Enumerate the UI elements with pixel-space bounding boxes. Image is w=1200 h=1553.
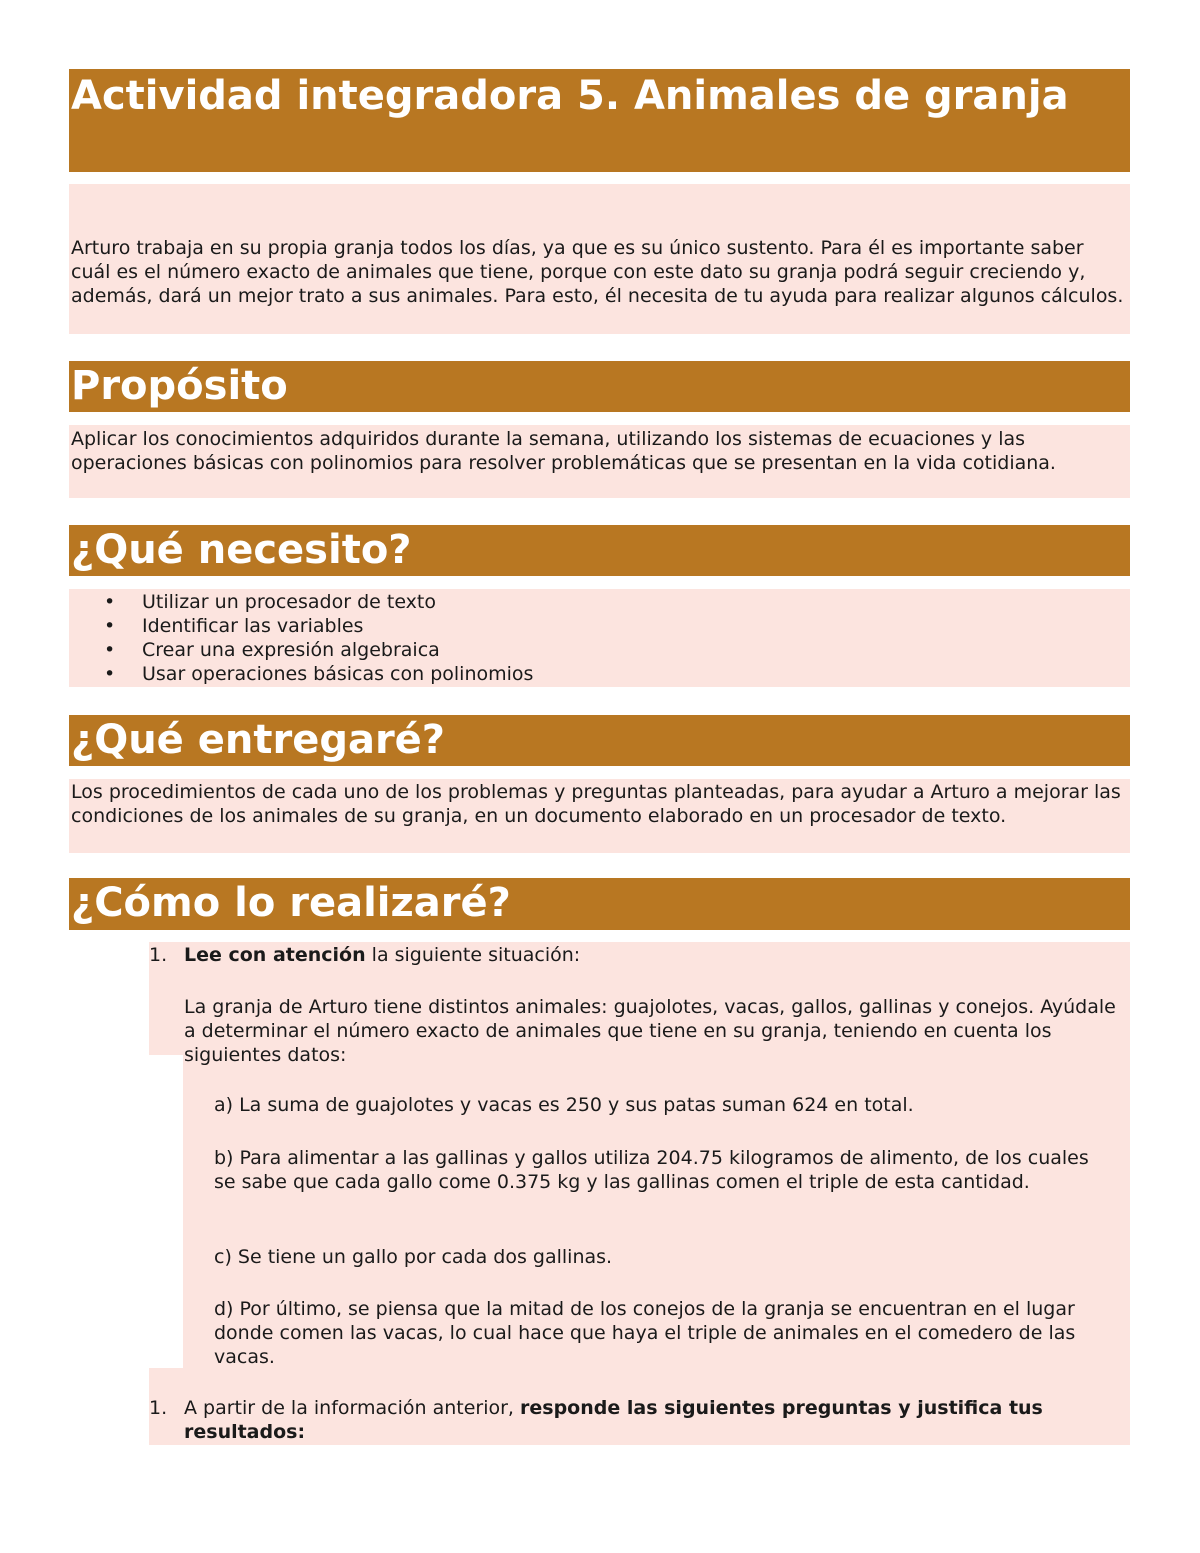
data-d: d) Por último, se piensa que la mitad de los conejos de la granja se encuentran en el lugar donde comen las vacas, lo cual hace que haya el triple de animales en el comedero de las vacas.: [214, 1298, 1076, 1368]
proposito-heading: [69, 361, 1130, 412]
step-number: 1.: [149, 1397, 168, 1419]
situation-paragraph: La granja de Arturo tiene distintos animales: guajolotes, vacas, gallos, gallinas y conejos. Ayúdale a determinar el número exacto de animales que tiene en su granja, teniendo en cuenta los siguientes datos:: [184, 996, 1116, 1066]
step-number: 1.: [149, 944, 168, 966]
entregare-heading-text: ¿Qué entregaré?: [71, 717, 446, 763]
step-1-bold: Lee con atención: [184, 944, 366, 966]
step-2-bold: responde las siguientes preguntas y justifica tus resultados:: [184, 1397, 1043, 1443]
realizare-heading-text: ¿Cómo lo realizaré?: [71, 880, 511, 926]
intro-box: [69, 184, 1130, 334]
data-b: b) Para alimentar a las gallinas y gallos utiliza 204.75 kilogramos de alimento, de los cuales se sabe que cada gallo come 0.375 kg y las gallinas comen el triple de esta cantidad.: [214, 1147, 1089, 1193]
necesito-heading-text: ¿Qué necesito?: [71, 527, 412, 573]
entregare-box: [69, 779, 1130, 853]
title-text: Actividad integradora 5. Animales de granja: [71, 73, 1069, 119]
proposito-heading-text: Propósito: [71, 363, 288, 409]
list-item: • Utilizar un procesador de texto: [71, 590, 1128, 614]
list-item: • Crear una expresión algebraica: [71, 638, 1128, 662]
necesito-box: [69, 589, 1130, 687]
document-title: [69, 69, 1130, 172]
list-item: • Usar operaciones básicas con polinomios: [71, 662, 1128, 686]
proposito-box: [69, 425, 1130, 498]
step-1: [149, 943, 1130, 967]
entregare-paragraph: Los procedimientos de cada uno de los problemas y preguntas planteadas, para ayudar a Arturo a mejorar las condiciones de los animales de su granja, en un documento elaborado en un procesador de texto.: [71, 781, 1121, 827]
realizare-steps: [69, 942, 1130, 1445]
step-2-text: A partir de la información anterior,: [184, 1397, 521, 1419]
realizare-heading: [69, 878, 1130, 930]
step-2: [149, 1396, 1130, 1444]
data-c: c) Se tiene un gallo por cada dos gallinas.: [214, 1246, 613, 1268]
necesito-heading: [69, 525, 1130, 576]
step-1-text: la siguiente situación:: [365, 944, 581, 966]
list-item: • Identificar las variables: [71, 614, 1128, 638]
entregare-heading: [69, 715, 1130, 766]
data-a: a) La suma de guajolotes y vacas es 250 y sus patas suman 624 en total.: [214, 1094, 914, 1116]
intro-paragraph: Arturo trabaja en su propia granja todos los días, ya que es su único sustento. Para él es importante saber cuál es el número exacto de animales que tiene, porque con este dato su granja podrá seguir creciendo y, además, dará un mejor trato a sus animales. Para esto, él necesita de tu ayuda para realizar algunos cálculos.: [71, 237, 1124, 307]
document-page: [69, 69, 1130, 1445]
proposito-paragraph: Aplicar los conocimientos adquiridos durante la semana, utilizando los sistemas de ecuaciones y las operaciones básicas con polinomios para resolver problemáticas que se presentan en la vida cotidiana.: [71, 428, 1056, 474]
necesito-list: [71, 590, 1128, 686]
